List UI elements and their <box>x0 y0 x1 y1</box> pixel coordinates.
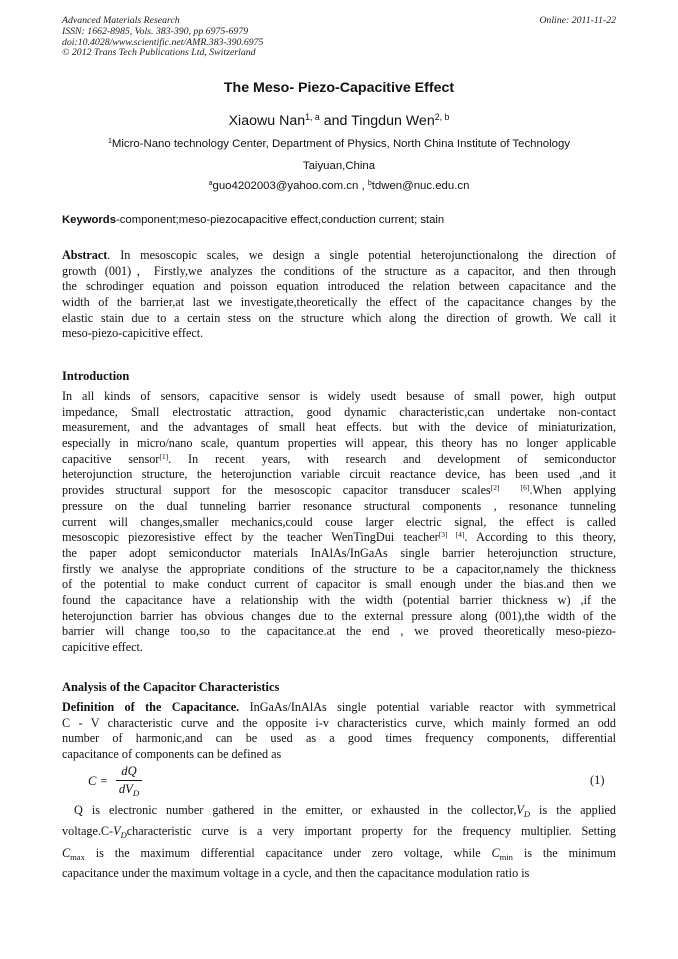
q-paragraph <box>62 801 616 883</box>
affiliation-text: Micro-Nano technology Center, Department of Physics, North China Institute of Technology <box>111 138 571 150</box>
math-sub: D <box>523 808 531 819</box>
journal-name: Advanced Materials Research <box>62 15 180 26</box>
issn: ISSN: 1662-8985, Vols. 383-390, pp 6975-6979 <box>62 25 249 37</box>
math-var: C <box>491 846 500 860</box>
affiliation-city: Taiyuan,China <box>302 160 376 172</box>
paragraph-line: pressure on the dual tunneling barrier resonance structural components , resonance tunneling <box>62 498 616 513</box>
abstract-text: . In mesoscopic scales, we design a single potential heterojunctionalong the direction of <box>107 248 616 262</box>
paragraph-line <box>62 820 616 842</box>
line-text: voltage.C- <box>62 824 114 838</box>
affiliation-line <box>62 138 616 150</box>
abstract-label: Abstract <box>62 248 108 262</box>
line-text: mesoscopic piezoresistive effect by the teacher WenTingDui teacher <box>62 530 439 545</box>
journal-header <box>62 16 616 59</box>
author-name: Xiaowu Nan <box>228 113 306 129</box>
paragraph-line <box>62 452 616 468</box>
line-text: characteristic curve is a very important property for the frequency multiplier. Setting <box>126 824 616 838</box>
doi: doi:10.4028/www.scientific.net/AMR.383-390.6975 <box>62 36 264 48</box>
line-text: is the minimum <box>512 846 616 860</box>
author-sup: 2, b <box>434 112 450 123</box>
keywords-text: -component;meso-piezocapacitive effect,conduction current; stain <box>116 214 445 226</box>
paragraph-line: measurement, and the advantages of small heat effects. but with the device of miniaturization, <box>62 420 616 435</box>
paragraph-line: capicitive effect. <box>62 640 143 654</box>
paragraph-line: especially in micro/nano scale, quantum properties will appear, this theory has no longer applicable <box>62 436 616 451</box>
email-line <box>62 180 616 192</box>
line-text: is the maximum differential capacitance under zero voltage, while <box>84 846 492 860</box>
paragraph-line: current will changes,smaller mechanics,could couse larger electric signal, the effect is called <box>62 514 616 529</box>
abstract-line: the schrodinger equation and poisson equation introduced the relation between capacitance and the <box>62 279 616 294</box>
paragraph-line: In all kinds of sensors, capacitive sensor is widely usedt besause of small power, high output <box>62 389 616 403</box>
email-sup: b <box>367 180 372 188</box>
math-sub: min <box>499 851 513 862</box>
equation-number: (1) <box>590 773 605 787</box>
email-sup: a <box>208 180 213 188</box>
abstract <box>62 248 616 342</box>
paragraph-line: heterojunction barrier has obvious changes due to the external pressure along (001),the width of the <box>62 608 616 623</box>
math-var: C <box>62 846 71 860</box>
paragraph-line: number of harmonic,and can be used as a good times frequency components, differential <box>62 731 616 746</box>
citation-ref: [3] [4] <box>438 530 465 540</box>
paragraph-line: the paper adopt semiconductor materials InAlAs/InGaAs single barrier heterojunction structure, <box>62 545 616 560</box>
abstract-line: width of the barrier,at last we investigate,theoretically the effect of the capacitance changes by the <box>62 295 616 310</box>
den-var: dV <box>118 782 133 796</box>
paragraph-line <box>62 842 616 864</box>
introduction-paragraph <box>62 389 616 656</box>
equation-fraction <box>116 764 142 797</box>
subsection-label: Definition of the Capacitance. <box>62 700 240 714</box>
den-subscript: D <box>132 787 140 798</box>
paper-title: The Meso- Piezo-Capacitive Effect <box>223 80 455 96</box>
paragraph-line: barrier will change too,so to the capacitance.at the end , we proved theoretically meso-piezo- <box>62 624 616 639</box>
citation-ref: [1] <box>159 451 169 461</box>
paragraph-line <box>62 483 616 499</box>
keywords-label: Keywords <box>62 214 116 226</box>
line-text: capacitive sensor <box>62 451 160 466</box>
paragraph-line <box>62 700 616 716</box>
abstract-line: growth (001)，Firstly,we analyzes the conditions of the structure as a capacitor, and then through <box>62 263 616 278</box>
paragraph-line: found the capacitance have a relationship with the width (potential barrier thickness w) ,if the <box>62 592 616 607</box>
math-var: V <box>516 803 524 817</box>
section-heading-introduction: Introduction <box>62 369 130 383</box>
math-sub: D <box>120 829 127 840</box>
author-conjunction: and <box>319 113 352 129</box>
email-link[interactable]: guo4202003@yahoo.com.cn <box>212 180 359 192</box>
online-date: Online: 2011-11-22 <box>539 15 616 26</box>
paragraph-line: heterojunction structure, the heterojunction variable circuit reactance device, has been used ,and it <box>62 467 616 482</box>
paragraph-line <box>62 801 616 820</box>
paragraph-line: C - V characteristic curve and the opposite i-v characteristics curve, which mainly formed an odd <box>62 715 616 730</box>
keywords <box>62 214 616 226</box>
line-text: . According to this theory, <box>464 530 616 545</box>
author-sup: 1, a <box>305 112 320 123</box>
math-sub: max <box>70 851 85 862</box>
paragraph-line: capacitance under the maximum voltage in a cycle, and then the capacitance modulation ratio is <box>62 866 530 880</box>
equation-denominator <box>116 782 142 797</box>
email-separator: , <box>358 180 368 192</box>
author-line <box>62 113 616 129</box>
citation-ref: [2] [6] <box>490 483 530 492</box>
paragraph-line: of the potential to make conduct current of capacitor is small enough under the bias.and then we <box>62 577 616 592</box>
abstract-line: meso-piezo-capicitive effect. <box>62 326 204 341</box>
line-text: .When applying <box>529 483 616 498</box>
paragraph-line: impedance, Small electrostatic attraction, good dynamic characteristic,can undertake non-contact <box>62 404 616 419</box>
paragraph-line <box>62 530 616 546</box>
fraction-bar <box>116 780 142 781</box>
line-text: InGaAs/InAlAs single potential variable reactor with symmetrical <box>239 700 616 714</box>
author-name: Tingdun Wen <box>351 113 435 129</box>
line-text: provides structural support for the mesoscopic capacitor transducer scales <box>62 483 491 498</box>
paragraph-line: capacitance of components can be defined as <box>62 747 282 762</box>
affiliation-sup: 1 <box>107 138 112 146</box>
abstract-line <box>62 248 616 264</box>
email-link[interactable]: tdwen@nuc.edu.cn <box>371 180 470 192</box>
equation-numerator: dQ <box>121 764 137 778</box>
copyright: © 2012 Trans Tech Publications Ltd, Switzerland <box>62 47 256 59</box>
line-text: is the applied <box>530 803 616 817</box>
section-heading-analysis: Analysis of the Capacitor Characteristics <box>62 680 280 694</box>
definition-paragraph <box>62 700 616 763</box>
paragraph-line: firstly we analyse the appropriate conditions of the structure to be a capacitor,namely the thickness <box>62 561 616 576</box>
math-var: V <box>113 824 121 838</box>
line-text: Q is electronic number gathered in the emitter, or exhausted in the collector, <box>74 803 517 817</box>
line-text: . In recent years, with research and development of semiconductor <box>168 451 616 466</box>
equation-lhs: C = <box>88 774 109 788</box>
abstract-line: elastic stain due to a certain stess on the structure which along the direction of growth. We call it <box>62 310 616 325</box>
